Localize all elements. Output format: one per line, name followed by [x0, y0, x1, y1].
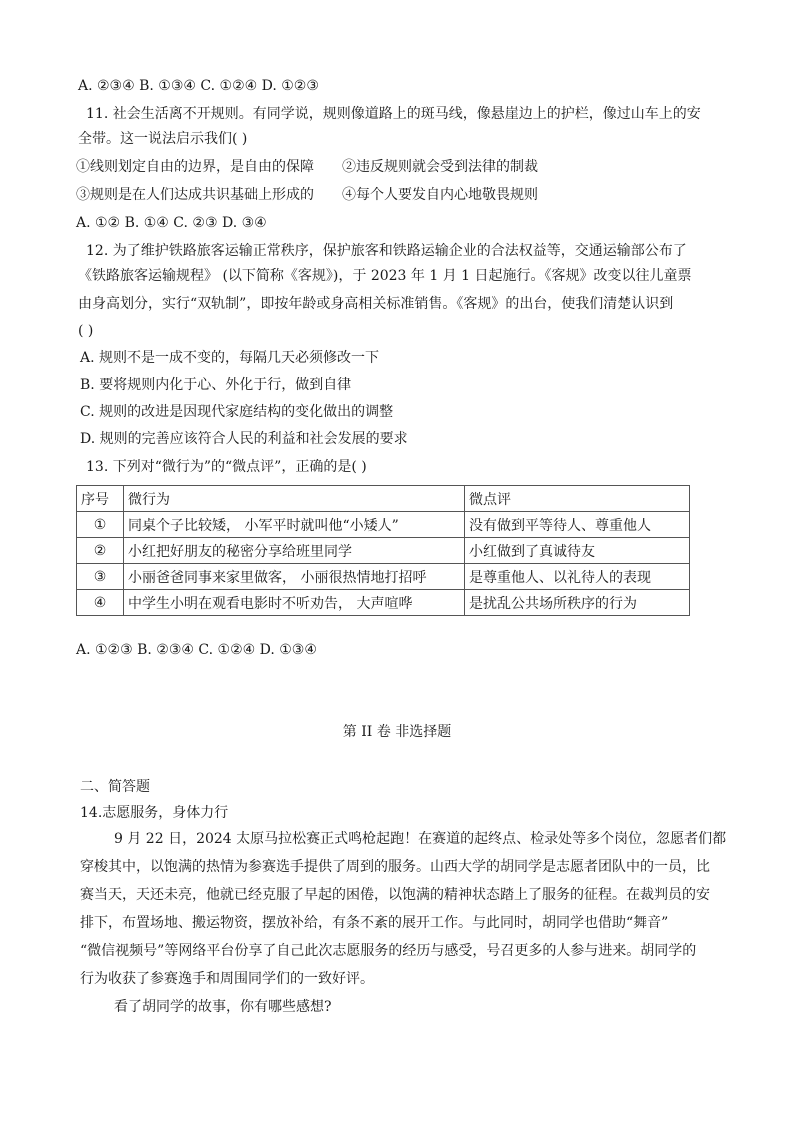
- q11-stem-line1: 11. 社会生活离不开规则。有同学说，规则像道路上的斑马线，像悬崖边上的护栏，像过山车上的安: [86, 106, 701, 122]
- q12-stem-line4: ( ): [78, 323, 94, 339]
- table-row: [77, 590, 690, 616]
- q11-statement-1: ①线则划定自由的边界，是自由的保障: [76, 159, 314, 175]
- q11-options: A. ①② B. ①④ C. ②③ D. ③④: [76, 215, 267, 231]
- section-title: 第 II 卷 非选择题: [342, 724, 452, 740]
- q12-choice-b: B. 要将规则内化于心、外化于行，做到自律: [80, 377, 352, 393]
- q13-options: A. ①②③ B. ②③④ C. ①②④ D. ①③④: [76, 642, 317, 658]
- q13-stem: 13. 下列对“微行为”的“微点评”，正确的是( ): [86, 459, 367, 475]
- section-heading: 二、简答题: [80, 779, 150, 795]
- q14-title: 14.志愿服务，身体力行: [80, 805, 229, 821]
- q14-question: 看了胡同学的故事，你有哪些感想?: [114, 999, 332, 1015]
- q11-statement-4: ④每个人要发自内心地敬畏规则: [342, 187, 538, 203]
- header-behavior: 微行为: [124, 486, 465, 512]
- row-comment: 小红做到了真诚待友: [465, 538, 690, 564]
- q12-choice-a: A. 规则不是一成不变的，每隔几天必须修改一下: [80, 350, 380, 366]
- q11-statement-3: ③规则是在人们达成共识基础上形成的: [76, 187, 314, 203]
- table-row: [77, 512, 690, 538]
- q12-choice-d: D. 规则的完善应该符合人民的利益和社会发展的要求: [80, 431, 408, 447]
- q14-para-line1: 9 月 22 日，2024 太原马拉松赛正式鸣枪起跑！在赛道的起终点、检录处等多个岗位，忽愿者们都: [114, 831, 727, 847]
- q14-para-line6: 行为收获了参赛逸手和周围同学们的一致好评。: [80, 971, 374, 987]
- row-behavior: 同桌个子比较矮， 小军平时就叫他“小矮人”: [124, 512, 465, 538]
- row-number: ②: [77, 538, 124, 564]
- header-comment: 微点评: [465, 486, 690, 512]
- q14-para-line5: “微信视频号”等网络平台份享了自己此次志愿服务的经历与感受，号召更多的人参与进来。胡同学的: [80, 943, 697, 959]
- row-behavior: 小红把好朋友的秘密分享给班里同学: [124, 538, 465, 564]
- q14-para-line4: 排下，布置场地、搬运物资，摆放补给，有条不紊的展开工作。与此同时，胡同学也借助“舞音”: [80, 915, 669, 931]
- table-row: [77, 564, 690, 590]
- q14-para-line2: 穿梭其中，以饱满的热情为参赛选手提供了周到的服务。山西大学的胡同学是志愿者团队中的一员，比: [80, 859, 710, 875]
- q12-stem-line1: 12. 为了维护铁路旅客运输正常秩序，保护旅客和铁路运输企业的合法权益等，交通运输部公布了: [86, 243, 687, 259]
- q13-table: [76, 485, 690, 616]
- table-header-row: [77, 486, 690, 512]
- row-comment: 是扰乱公共场所秩序的行为: [465, 590, 690, 616]
- row-comment: 是尊重他人、以礼待人的表现: [465, 564, 690, 590]
- row-number: ④: [77, 590, 124, 616]
- q12-stem-line2: 《铁路旅客运输规程》 (以下简称《客规》)，于 2023 年 1 月 1 日起施行。《客规》改变以往儿童票: [78, 268, 692, 284]
- q14-para-line3: 赛当天，天还未亮，他就已经克服了早起的困倦，以饱满的精神状态踏上了服务的征程。在裁判员的安: [80, 887, 710, 903]
- row-behavior: 小丽爸爸同事来家里做客， 小丽很热情地打招呼: [124, 564, 465, 590]
- q10-options: A. ②③④ B. ①③④ C. ①②④ D. ①②③: [78, 78, 319, 94]
- q11-statement-2: ②违反规则就会受到法律的制裁: [342, 159, 538, 175]
- row-comment: 没有做到平等待人、尊重他人: [465, 512, 690, 538]
- q12-stem-line3: 由身高划分，实行“双轨制”，即按年龄或身高相关标准销售。《客规》的出台，使我们清楚认识到: [78, 296, 674, 312]
- table-row: [77, 538, 690, 564]
- row-number: ③: [77, 564, 124, 590]
- q11-stem-line2: 全带。这一说法启示我们( ): [78, 131, 248, 147]
- row-number: ①: [77, 512, 124, 538]
- header-number: 序号: [77, 486, 124, 512]
- row-behavior: 中学生小明在观看电影时不听劝告， 大声喧哗: [124, 590, 465, 616]
- q12-choice-c: C. 规则的改进是因现代家庭结构的变化做出的调整: [80, 404, 394, 420]
